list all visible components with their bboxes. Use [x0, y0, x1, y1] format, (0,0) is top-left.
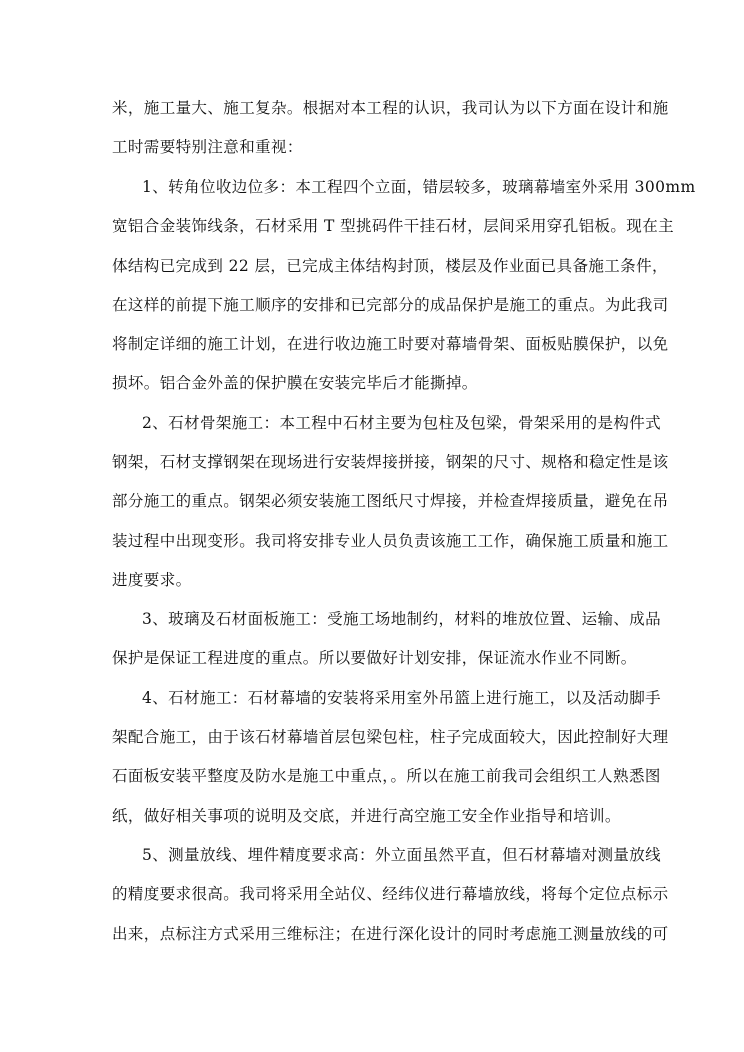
text-line: 进度要求。	[112, 571, 192, 589]
paragraph-2-line: 2、石材骨架施工：本工程中石材主要为包柱及包梁，骨架采用的是构件式	[142, 414, 662, 432]
text-line: 米，施工量大、施工复杂。根据对本工程的认识，我司认为以下方面在设计和施	[112, 99, 669, 117]
paragraph-3-line: 3、玻璃及石材面板施工：受施工场地制约，材料的堆放位置、运输、成品	[142, 610, 662, 628]
text-line: 钢架，石材支撑钢架在现场进行安装焊接拼接，钢架的尺寸、规格和稳定性是该	[112, 453, 669, 471]
text-line: 宽铝合金装饰线条，石材采用 T 型挑码件干挂石材，层间采用穿孔铝板。现在主	[112, 217, 674, 235]
text-line: 工时需要特别注意和重视：	[112, 138, 303, 156]
paragraph-4-line: 4、石材施工：石材幕墙的安装将采用室外吊篮上进行施工，以及活动脚手	[142, 689, 662, 707]
text-line: 架配合施工，由于该石材幕墙首层包梁包柱，柱子完成面较大，因此控制好大理	[112, 728, 669, 746]
text-line: 损坏。铝合金外盖的保护膜在安装完毕后才能撕掉。	[112, 374, 478, 392]
text-line: 出来，点标注方式采用三维标注；在进行深化设计的同时考虑施工测量放线的可	[112, 925, 669, 943]
text-line: 部分施工的重点。钢架必须安装施工图纸尺寸焊接，并检查焊接质量，避免在吊	[112, 492, 669, 510]
text-line: 石面板安装平整度及防水是施工中重点，。所以在施工前我司会组织工人熟悉图	[112, 767, 661, 785]
text-line: 将制定详细的施工计划，在进行收边施工时要对幕墙骨架、面板贴膜保护，以免	[112, 335, 669, 353]
text-line: 在这样的前提下施工顺序的安排和已完部分的成品保护是施工的重点。为此我司	[112, 296, 669, 314]
paragraph-1-line: 1、转角位收边位多：本工程四个立面，错层较多，玻璃幕墙室外采用 300mm	[142, 178, 696, 196]
text-line: 保护是保证工程进度的重点。所以要做好计划安排，保证流水作业不同断。	[112, 649, 637, 667]
text-line: 装过程中出现变形。我司将安排专业人员负责该施工工作，确保施工质量和施工	[112, 532, 669, 550]
paragraph-5-line: 5、测量放线、埋件精度要求高：外立面虽然平直，但石材幕墙对测量放线	[142, 846, 662, 864]
text-line: 纸，做好相关事项的说明及交底，并进行高空施工安全作业指导和培训。	[112, 807, 621, 825]
text-line: 体结构已完成到 22 层，已完成主体结构封顶，楼层及作业面已具备施工条件，	[112, 257, 668, 275]
text-line: 的精度要求很高。我司将采用全站仪、经纬仪进行幕墙放线，将每个定位点标示	[112, 885, 669, 903]
